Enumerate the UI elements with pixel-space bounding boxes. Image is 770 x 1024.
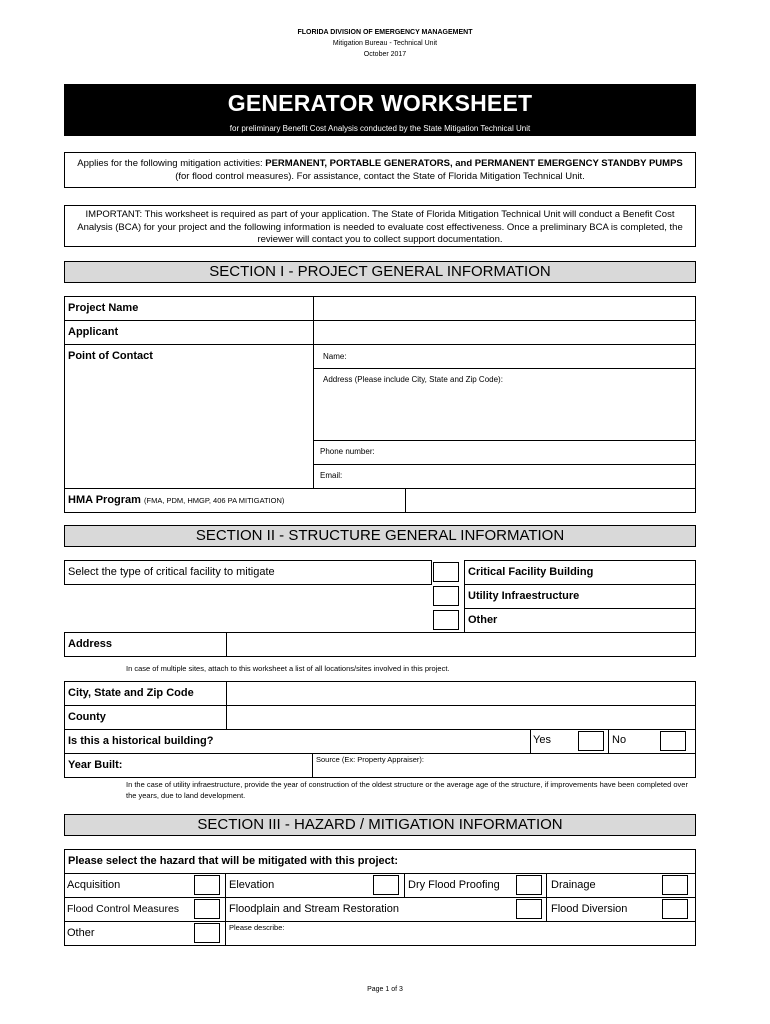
flood-control-checkbox[interactable]: [194, 899, 220, 919]
page-number: Page 1 of 3: [367, 986, 403, 993]
historical-no-checkbox[interactable]: [660, 731, 686, 751]
agency-header: FLORIDA DIVISION OF EMERGENCY MANAGEMENT: [297, 29, 473, 36]
critical-facility-option: Critical Facility Building: [464, 560, 696, 585]
city-state-zip-label: City, State and Zip Code: [64, 681, 227, 706]
county-label: County: [64, 705, 227, 730]
title-banner: [64, 84, 696, 136]
flood-diversion-checkbox[interactable]: [662, 899, 688, 919]
section-2-header: SECTION II - STRUCTURE GENERAL INFORMATION: [64, 525, 696, 547]
drainage-checkbox[interactable]: [662, 875, 688, 895]
hazard-grid-col-3: [546, 873, 547, 922]
contact-phone-field[interactable]: Phone number:: [313, 440, 696, 465]
flood-diversion-label: Flood Diversion: [551, 903, 628, 915]
hma-program-label: [64, 488, 406, 513]
dry-flood-proofing-label: Dry Flood Proofing: [408, 879, 500, 891]
flood-control-label: Flood Control Measures: [67, 903, 180, 915]
section-3-header: SECTION III - HAZARD / MITIGATION INFORMATION: [64, 814, 696, 836]
other-hazard-label: Other: [67, 927, 95, 939]
historical-divider: [530, 729, 531, 754]
county-input[interactable]: [226, 705, 696, 730]
project-name-label: Project Name: [64, 296, 314, 321]
address-label: Address: [64, 632, 227, 657]
describe-field[interactable]: Please describe:: [229, 923, 285, 932]
hazard-grid-row-2: [64, 921, 696, 922]
applies-note: [64, 152, 696, 188]
applies-rest: (for flood control measures). For assistance, contact the State of Florida Mitigation Technical Unit.: [175, 170, 585, 182]
elevation-label: Elevation: [229, 879, 275, 891]
page-title: GENERATOR WORKSHEET: [227, 90, 533, 116]
applicant-input[interactable]: [313, 320, 696, 345]
hma-program-note: (FMA, PDM, HMGP, 406 PA MITIGATION): [144, 496, 285, 505]
city-state-zip-input[interactable]: [226, 681, 696, 706]
page-subtitle: for preliminary Benefit Cost Analysis conducted by the State Mitigation Technical Unit: [229, 124, 531, 133]
historical-no-label: No: [612, 734, 627, 746]
utility-age-note: In the case of utility infraestructure, provide the year of construction of the oldest structure or the average age of the structure, if improvements have been completed over the years, due to land development.: [126, 780, 688, 800]
contact-address-field[interactable]: Address (Please include City, State and Zip Code):: [313, 368, 696, 441]
historical-yes-checkbox[interactable]: [578, 731, 604, 751]
hma-program-title: HMA Program: [68, 494, 141, 506]
critical-facility-checkbox[interactable]: [433, 562, 459, 582]
hma-program-input[interactable]: [405, 488, 696, 513]
other-facility-option: Other: [464, 608, 696, 633]
multiple-sites-note: In case of multiple sites, attach to this worksheet a list of all locations/sites involved in this project.: [126, 664, 450, 673]
drainage-label: Drainage: [551, 879, 596, 891]
facility-type-label: Select the type of critical facility to mitigate: [64, 560, 432, 585]
hazard-grid-row-1: [64, 897, 696, 898]
historical-building-label: Is this a historical building?: [64, 729, 696, 754]
historical-divider-2: [608, 729, 609, 754]
hazard-grid-col-2: [404, 873, 405, 898]
other-hazard-checkbox[interactable]: [194, 923, 220, 943]
contact-email-field[interactable]: Email:: [313, 464, 696, 489]
applies-prefix: Applies for the following mitigation activities:: [77, 158, 266, 169]
year-built-label: Year Built:: [64, 753, 313, 778]
important-note: IMPORTANT: This worksheet is required as part of your application. The State of Florida Mitigation Technical Unit will conduct a Benefit Cost Analysis (BCA) for your project and the following information is needed to evaluate cost effectiveness. Once a preliminary BCA is completed, the reviewer will contact you to collect support documentation.: [64, 205, 696, 247]
date-header: October 2017: [363, 51, 407, 58]
dry-flood-proofing-checkbox[interactable]: [516, 875, 542, 895]
applicant-label: Applicant: [64, 320, 314, 345]
address-input[interactable]: [226, 632, 696, 657]
floodplain-checkbox[interactable]: [516, 899, 542, 919]
applies-activities: PERMANENT, PORTABLE GENERATORS, and PERMANENT EMERGENCY STANDBY PUMPS: [265, 158, 683, 169]
acquisition-label: Acquisition: [67, 879, 121, 891]
utility-checkbox[interactable]: [433, 586, 459, 606]
bureau-header: Mitigation Bureau - Technical Unit: [332, 40, 438, 47]
project-name-input[interactable]: [313, 296, 696, 321]
floodplain-label: Floodplain and Stream Restoration: [229, 903, 399, 915]
acquisition-checkbox[interactable]: [194, 875, 220, 895]
source-field[interactable]: Source (Ex: Property Appraiser):: [312, 753, 696, 778]
utility-option: Utility Infraestructure: [464, 584, 696, 609]
elevation-checkbox[interactable]: [373, 875, 399, 895]
historical-yes-label: Yes: [533, 734, 551, 746]
contact-name-field[interactable]: Name:: [313, 344, 696, 369]
section-1-header: SECTION I - PROJECT GENERAL INFORMATION: [64, 261, 696, 283]
hazard-grid-col-1: [225, 873, 226, 946]
hazard-prompt: Please select the hazard that will be mitigated with this project:: [64, 849, 696, 874]
other-facility-checkbox[interactable]: [433, 610, 459, 630]
point-of-contact-label: Point of Contact: [64, 344, 314, 489]
